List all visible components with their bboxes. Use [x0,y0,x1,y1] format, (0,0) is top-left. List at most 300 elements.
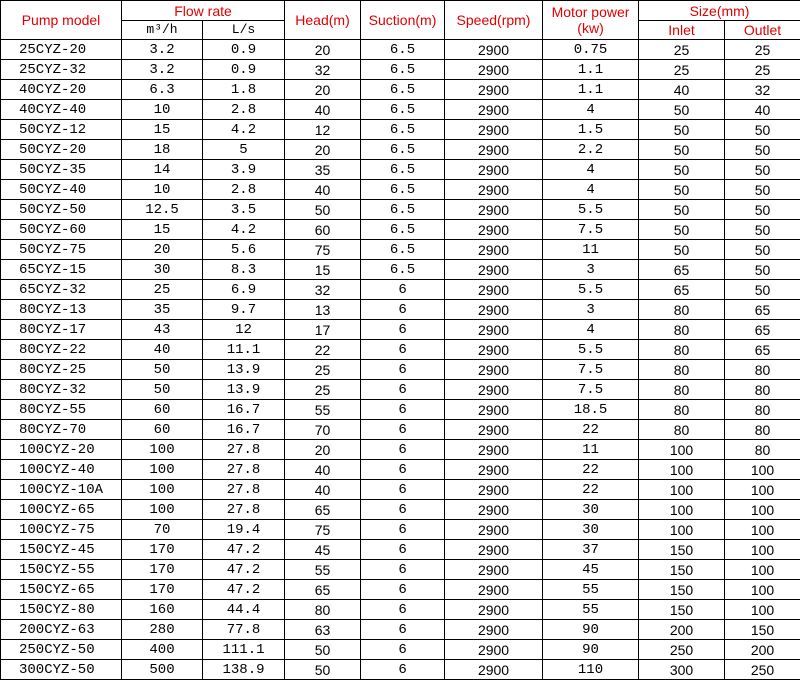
suction-cell: 6 [361,500,445,520]
pump-model-cell: 150CYZ-80 [1,600,122,620]
head-cell: 40 [285,180,361,200]
suction-cell: 6.5 [361,200,445,220]
suction-cell: 6 [361,380,445,400]
head-cell: 65 [285,500,361,520]
flow-m3h-cell: 15 [122,120,203,140]
flow-ls-cell: 2.8 [203,180,285,200]
pump-model-cell: 150CYZ-55 [1,560,122,580]
suction-cell: 6 [361,460,445,480]
suction-cell: 6.5 [361,180,445,200]
inlet-cell: 65 [639,260,725,280]
inlet-cell: 50 [639,100,725,120]
table-row [1,600,800,620]
speed-cell: 2900 [445,260,543,280]
inlet-cell: 100 [639,520,725,540]
speed-cell: 2900 [445,420,543,440]
outlet-cell: 100 [725,600,800,620]
inlet-cell: 80 [639,400,725,420]
suction-cell: 6.5 [361,40,445,60]
flow-ls-cell: 77.8 [203,620,285,640]
flow-m3h-cell: 15 [122,220,203,240]
header-flow-unit-ls: L/s [203,21,285,40]
inlet-cell: 300 [639,660,725,680]
flow-m3h-cell: 20 [122,240,203,260]
suction-cell: 6 [361,600,445,620]
head-cell: 45 [285,540,361,560]
header-speed: Speed(rpm) [445,1,543,40]
flow-ls-cell: 5.6 [203,240,285,260]
inlet-cell: 150 [639,580,725,600]
inlet-cell: 50 [639,240,725,260]
motor-power-cell: 5.5 [543,340,639,360]
header-flow-unit-m3h: m³/h [122,21,203,40]
header-size: Size(mm) [639,1,800,21]
table-row [1,660,800,680]
suction-cell: 6 [361,440,445,460]
outlet-cell: 150 [725,620,800,640]
flow-m3h-cell: 40 [122,340,203,360]
outlet-cell: 32 [725,80,800,100]
motor-power-cell: 4 [543,160,639,180]
table-row [1,420,800,440]
table-row [1,100,800,120]
flow-m3h-cell: 50 [122,380,203,400]
table-row [1,120,800,140]
motor-power-cell: 1.1 [543,80,639,100]
motor-power-cell: 22 [543,480,639,500]
table-row [1,520,800,540]
head-cell: 50 [285,640,361,660]
table-row [1,580,800,600]
flow-m3h-cell: 170 [122,540,203,560]
inlet-cell: 50 [639,140,725,160]
speed-cell: 2900 [445,480,543,500]
pump-model-cell: 100CYZ-10A [1,480,122,500]
pump-model-cell: 100CYZ-65 [1,500,122,520]
suction-cell: 6.5 [361,60,445,80]
pump-model-cell: 80CYZ-70 [1,420,122,440]
flow-ls-cell: 138.9 [203,660,285,680]
outlet-cell: 65 [725,300,800,320]
speed-cell: 2900 [445,600,543,620]
flow-ls-cell: 8.3 [203,260,285,280]
motor-power-cell: 1.1 [543,60,639,80]
outlet-cell: 50 [725,220,800,240]
pump-model-cell: 50CYZ-75 [1,240,122,260]
head-cell: 13 [285,300,361,320]
motor-power-cell: 30 [543,500,639,520]
flow-m3h-cell: 100 [122,480,203,500]
inlet-cell: 100 [639,460,725,480]
motor-power-cell: 3 [543,300,639,320]
inlet-cell: 80 [639,300,725,320]
head-cell: 20 [285,140,361,160]
speed-cell: 2900 [445,160,543,180]
pump-model-cell: 200CYZ-63 [1,620,122,640]
head-cell: 17 [285,320,361,340]
flow-ls-cell: 44.4 [203,600,285,620]
head-cell: 55 [285,560,361,580]
table-row [1,200,800,220]
outlet-cell: 50 [725,240,800,260]
table-row [1,80,800,100]
head-cell: 12 [285,120,361,140]
table-row [1,180,800,200]
motor-power-cell: 90 [543,620,639,640]
table-row [1,360,800,380]
suction-cell: 6 [361,340,445,360]
header-outlet: Outlet [725,21,800,40]
inlet-cell: 150 [639,600,725,620]
flow-ls-cell: 1.8 [203,80,285,100]
speed-cell: 2900 [445,540,543,560]
table-row [1,40,800,60]
header-suction: Suction(m) [361,1,445,40]
outlet-cell: 50 [725,140,800,160]
table-row [1,160,800,180]
inlet-cell: 80 [639,320,725,340]
pump-model-cell: 80CYZ-55 [1,400,122,420]
motor-power-cell: 37 [543,540,639,560]
table-row [1,620,800,640]
table-row [1,540,800,560]
motor-power-cell: 0.75 [543,40,639,60]
inlet-cell: 100 [639,500,725,520]
motor-power-cell: 7.5 [543,220,639,240]
flow-ls-cell: 111.1 [203,640,285,660]
flow-ls-cell: 6.9 [203,280,285,300]
flow-m3h-cell: 60 [122,400,203,420]
flow-ls-cell: 47.2 [203,540,285,560]
flow-m3h-cell: 35 [122,300,203,320]
outlet-cell: 50 [725,280,800,300]
head-cell: 75 [285,520,361,540]
pump-model-cell: 65CYZ-15 [1,260,122,280]
pump-model-cell: 40CYZ-40 [1,100,122,120]
inlet-cell: 50 [639,180,725,200]
inlet-cell: 80 [639,380,725,400]
pump-model-cell: 80CYZ-32 [1,380,122,400]
suction-cell: 6 [361,520,445,540]
outlet-cell: 50 [725,160,800,180]
table-row [1,480,800,500]
speed-cell: 2900 [445,580,543,600]
flow-m3h-cell: 170 [122,580,203,600]
inlet-cell: 200 [639,620,725,640]
outlet-cell: 80 [725,440,800,460]
speed-cell: 2900 [445,60,543,80]
speed-cell: 2900 [445,520,543,540]
speed-cell: 2900 [445,280,543,300]
flow-m3h-cell: 18 [122,140,203,160]
outlet-cell: 100 [725,460,800,480]
flow-m3h-cell: 10 [122,100,203,120]
motor-power-cell: 11 [543,240,639,260]
suction-cell: 6 [361,540,445,560]
flow-m3h-cell: 10 [122,180,203,200]
inlet-cell: 50 [639,220,725,240]
table-row [1,320,800,340]
flow-ls-cell: 4.2 [203,220,285,240]
pump-model-cell: 50CYZ-20 [1,140,122,160]
head-cell: 70 [285,420,361,440]
flow-ls-cell: 13.9 [203,380,285,400]
speed-cell: 2900 [445,640,543,660]
header-head: Head(m) [285,1,361,40]
speed-cell: 2900 [445,500,543,520]
flow-m3h-cell: 43 [122,320,203,340]
pump-model-cell: 150CYZ-65 [1,580,122,600]
flow-m3h-cell: 3.2 [122,40,203,60]
table-row [1,220,800,240]
pump-model-cell: 25CYZ-32 [1,60,122,80]
speed-cell: 2900 [445,40,543,60]
flow-ls-cell: 11.1 [203,340,285,360]
flow-ls-cell: 2.8 [203,100,285,120]
pump-model-cell: 80CYZ-22 [1,340,122,360]
table-body [1,40,800,680]
suction-cell: 6.5 [361,120,445,140]
flow-ls-cell: 19.4 [203,520,285,540]
motor-power-cell: 22 [543,460,639,480]
speed-cell: 2900 [445,660,543,680]
flow-ls-cell: 27.8 [203,460,285,480]
pump-model-cell: 250CYZ-50 [1,640,122,660]
suction-cell: 6 [361,280,445,300]
inlet-cell: 150 [639,560,725,580]
speed-cell: 2900 [445,560,543,580]
speed-cell: 2900 [445,620,543,640]
suction-cell: 6.5 [361,240,445,260]
head-cell: 25 [285,360,361,380]
flow-m3h-cell: 100 [122,440,203,460]
table-row [1,460,800,480]
suction-cell: 6 [361,580,445,600]
flow-m3h-cell: 3.2 [122,60,203,80]
motor-power-cell: 2.2 [543,140,639,160]
flow-ls-cell: 0.9 [203,40,285,60]
head-cell: 40 [285,100,361,120]
flow-m3h-cell: 100 [122,460,203,480]
outlet-cell: 40 [725,100,800,120]
flow-ls-cell: 0.9 [203,60,285,80]
suction-cell: 6 [361,560,445,580]
inlet-cell: 65 [639,280,725,300]
flow-m3h-cell: 280 [122,620,203,640]
flow-ls-cell: 27.8 [203,440,285,460]
head-cell: 25 [285,380,361,400]
header-inlet: Inlet [639,21,725,40]
table-row [1,300,800,320]
outlet-cell: 200 [725,640,800,660]
suction-cell: 6 [361,320,445,340]
flow-ls-cell: 16.7 [203,400,285,420]
table-row [1,640,800,660]
speed-cell: 2900 [445,360,543,380]
motor-power-cell: 55 [543,600,639,620]
outlet-cell: 50 [725,120,800,140]
flow-ls-cell: 4.2 [203,120,285,140]
suction-cell: 6.5 [361,80,445,100]
suction-cell: 6 [361,420,445,440]
flow-m3h-cell: 500 [122,660,203,680]
outlet-cell: 100 [725,580,800,600]
motor-power-cell: 4 [543,180,639,200]
speed-cell: 2900 [445,440,543,460]
pump-model-cell: 25CYZ-20 [1,40,122,60]
speed-cell: 2900 [445,220,543,240]
flow-m3h-cell: 100 [122,500,203,520]
flow-m3h-cell: 170 [122,560,203,580]
suction-cell: 6.5 [361,100,445,120]
flow-ls-cell: 47.2 [203,560,285,580]
head-cell: 63 [285,620,361,640]
outlet-cell: 80 [725,380,800,400]
outlet-cell: 50 [725,180,800,200]
header-flow-rate: Flow rate [122,1,285,21]
flow-ls-cell: 27.8 [203,480,285,500]
head-cell: 15 [285,260,361,280]
header-pump-model: Pump model [1,1,122,40]
inlet-cell: 25 [639,40,725,60]
outlet-cell: 100 [725,520,800,540]
motor-power-cell: 55 [543,580,639,600]
head-cell: 50 [285,200,361,220]
head-cell: 80 [285,600,361,620]
flow-m3h-cell: 60 [122,420,203,440]
head-cell: 35 [285,160,361,180]
inlet-cell: 50 [639,200,725,220]
suction-cell: 6.5 [361,260,445,280]
pump-model-cell: 300CYZ-50 [1,660,122,680]
table-row [1,400,800,420]
head-cell: 40 [285,460,361,480]
flow-m3h-cell: 50 [122,360,203,380]
flow-m3h-cell: 25 [122,280,203,300]
motor-power-cell: 110 [543,660,639,680]
inlet-cell: 150 [639,540,725,560]
motor-power-cell: 3 [543,260,639,280]
table-row [1,140,800,160]
pump-model-cell: 100CYZ-75 [1,520,122,540]
table-row [1,60,800,80]
head-cell: 32 [285,60,361,80]
pump-model-cell: 80CYZ-13 [1,300,122,320]
motor-power-cell: 5.5 [543,280,639,300]
motor-power-cell: 22 [543,420,639,440]
inlet-cell: 50 [639,120,725,140]
flow-ls-cell: 16.7 [203,420,285,440]
pump-model-cell: 50CYZ-35 [1,160,122,180]
suction-cell: 6 [361,480,445,500]
head-cell: 65 [285,580,361,600]
pump-model-cell: 150CYZ-45 [1,540,122,560]
table-row [1,440,800,460]
table-row [1,240,800,260]
pump-model-cell: 50CYZ-40 [1,180,122,200]
speed-cell: 2900 [445,460,543,480]
head-cell: 32 [285,280,361,300]
flow-m3h-cell: 30 [122,260,203,280]
suction-cell: 6 [361,400,445,420]
motor-power-cell: 90 [543,640,639,660]
flow-m3h-cell: 400 [122,640,203,660]
outlet-cell: 50 [725,200,800,220]
speed-cell: 2900 [445,120,543,140]
head-cell: 50 [285,660,361,680]
pump-model-cell: 40CYZ-20 [1,80,122,100]
speed-cell: 2900 [445,140,543,160]
flow-ls-cell: 13.9 [203,360,285,380]
speed-cell: 2900 [445,200,543,220]
speed-cell: 2900 [445,320,543,340]
outlet-cell: 65 [725,320,800,340]
motor-power-cell: 4 [543,320,639,340]
head-cell: 55 [285,400,361,420]
motor-power-cell: 7.5 [543,360,639,380]
head-cell: 20 [285,80,361,100]
table-row [1,380,800,400]
flow-ls-cell: 3.9 [203,160,285,180]
outlet-cell: 100 [725,500,800,520]
outlet-cell: 250 [725,660,800,680]
flow-ls-cell: 12 [203,320,285,340]
pump-model-cell: 50CYZ-12 [1,120,122,140]
head-cell: 20 [285,440,361,460]
inlet-cell: 250 [639,640,725,660]
pump-model-cell: 100CYZ-20 [1,440,122,460]
head-cell: 60 [285,220,361,240]
table-row [1,500,800,520]
outlet-cell: 80 [725,360,800,380]
pump-model-cell: 50CYZ-50 [1,200,122,220]
pump-model-cell: 50CYZ-60 [1,220,122,240]
header-motor-power: Motor power (kw) [543,1,639,40]
flow-ls-cell: 5 [203,140,285,160]
suction-cell: 6.5 [361,140,445,160]
motor-power-cell: 5.5 [543,200,639,220]
pump-model-cell: 80CYZ-17 [1,320,122,340]
motor-power-cell: 30 [543,520,639,540]
inlet-cell: 25 [639,60,725,80]
inlet-cell: 80 [639,420,725,440]
table-row [1,340,800,360]
suction-cell: 6 [361,660,445,680]
outlet-cell: 80 [725,420,800,440]
speed-cell: 2900 [445,300,543,320]
head-cell: 40 [285,480,361,500]
flow-m3h-cell: 12.5 [122,200,203,220]
motor-power-cell: 4 [543,100,639,120]
flow-ls-cell: 3.5 [203,200,285,220]
motor-power-cell: 1.5 [543,120,639,140]
pump-model-cell: 65CYZ-32 [1,280,122,300]
motor-power-cell: 45 [543,560,639,580]
speed-cell: 2900 [445,340,543,360]
pump-model-cell: 100CYZ-40 [1,460,122,480]
table-row [1,560,800,580]
head-cell: 75 [285,240,361,260]
outlet-cell: 80 [725,400,800,420]
flow-m3h-cell: 14 [122,160,203,180]
motor-power-cell: 11 [543,440,639,460]
flow-m3h-cell: 160 [122,600,203,620]
speed-cell: 2900 [445,100,543,120]
speed-cell: 2900 [445,80,543,100]
outlet-cell: 25 [725,60,800,80]
outlet-cell: 65 [725,340,800,360]
inlet-cell: 50 [639,160,725,180]
